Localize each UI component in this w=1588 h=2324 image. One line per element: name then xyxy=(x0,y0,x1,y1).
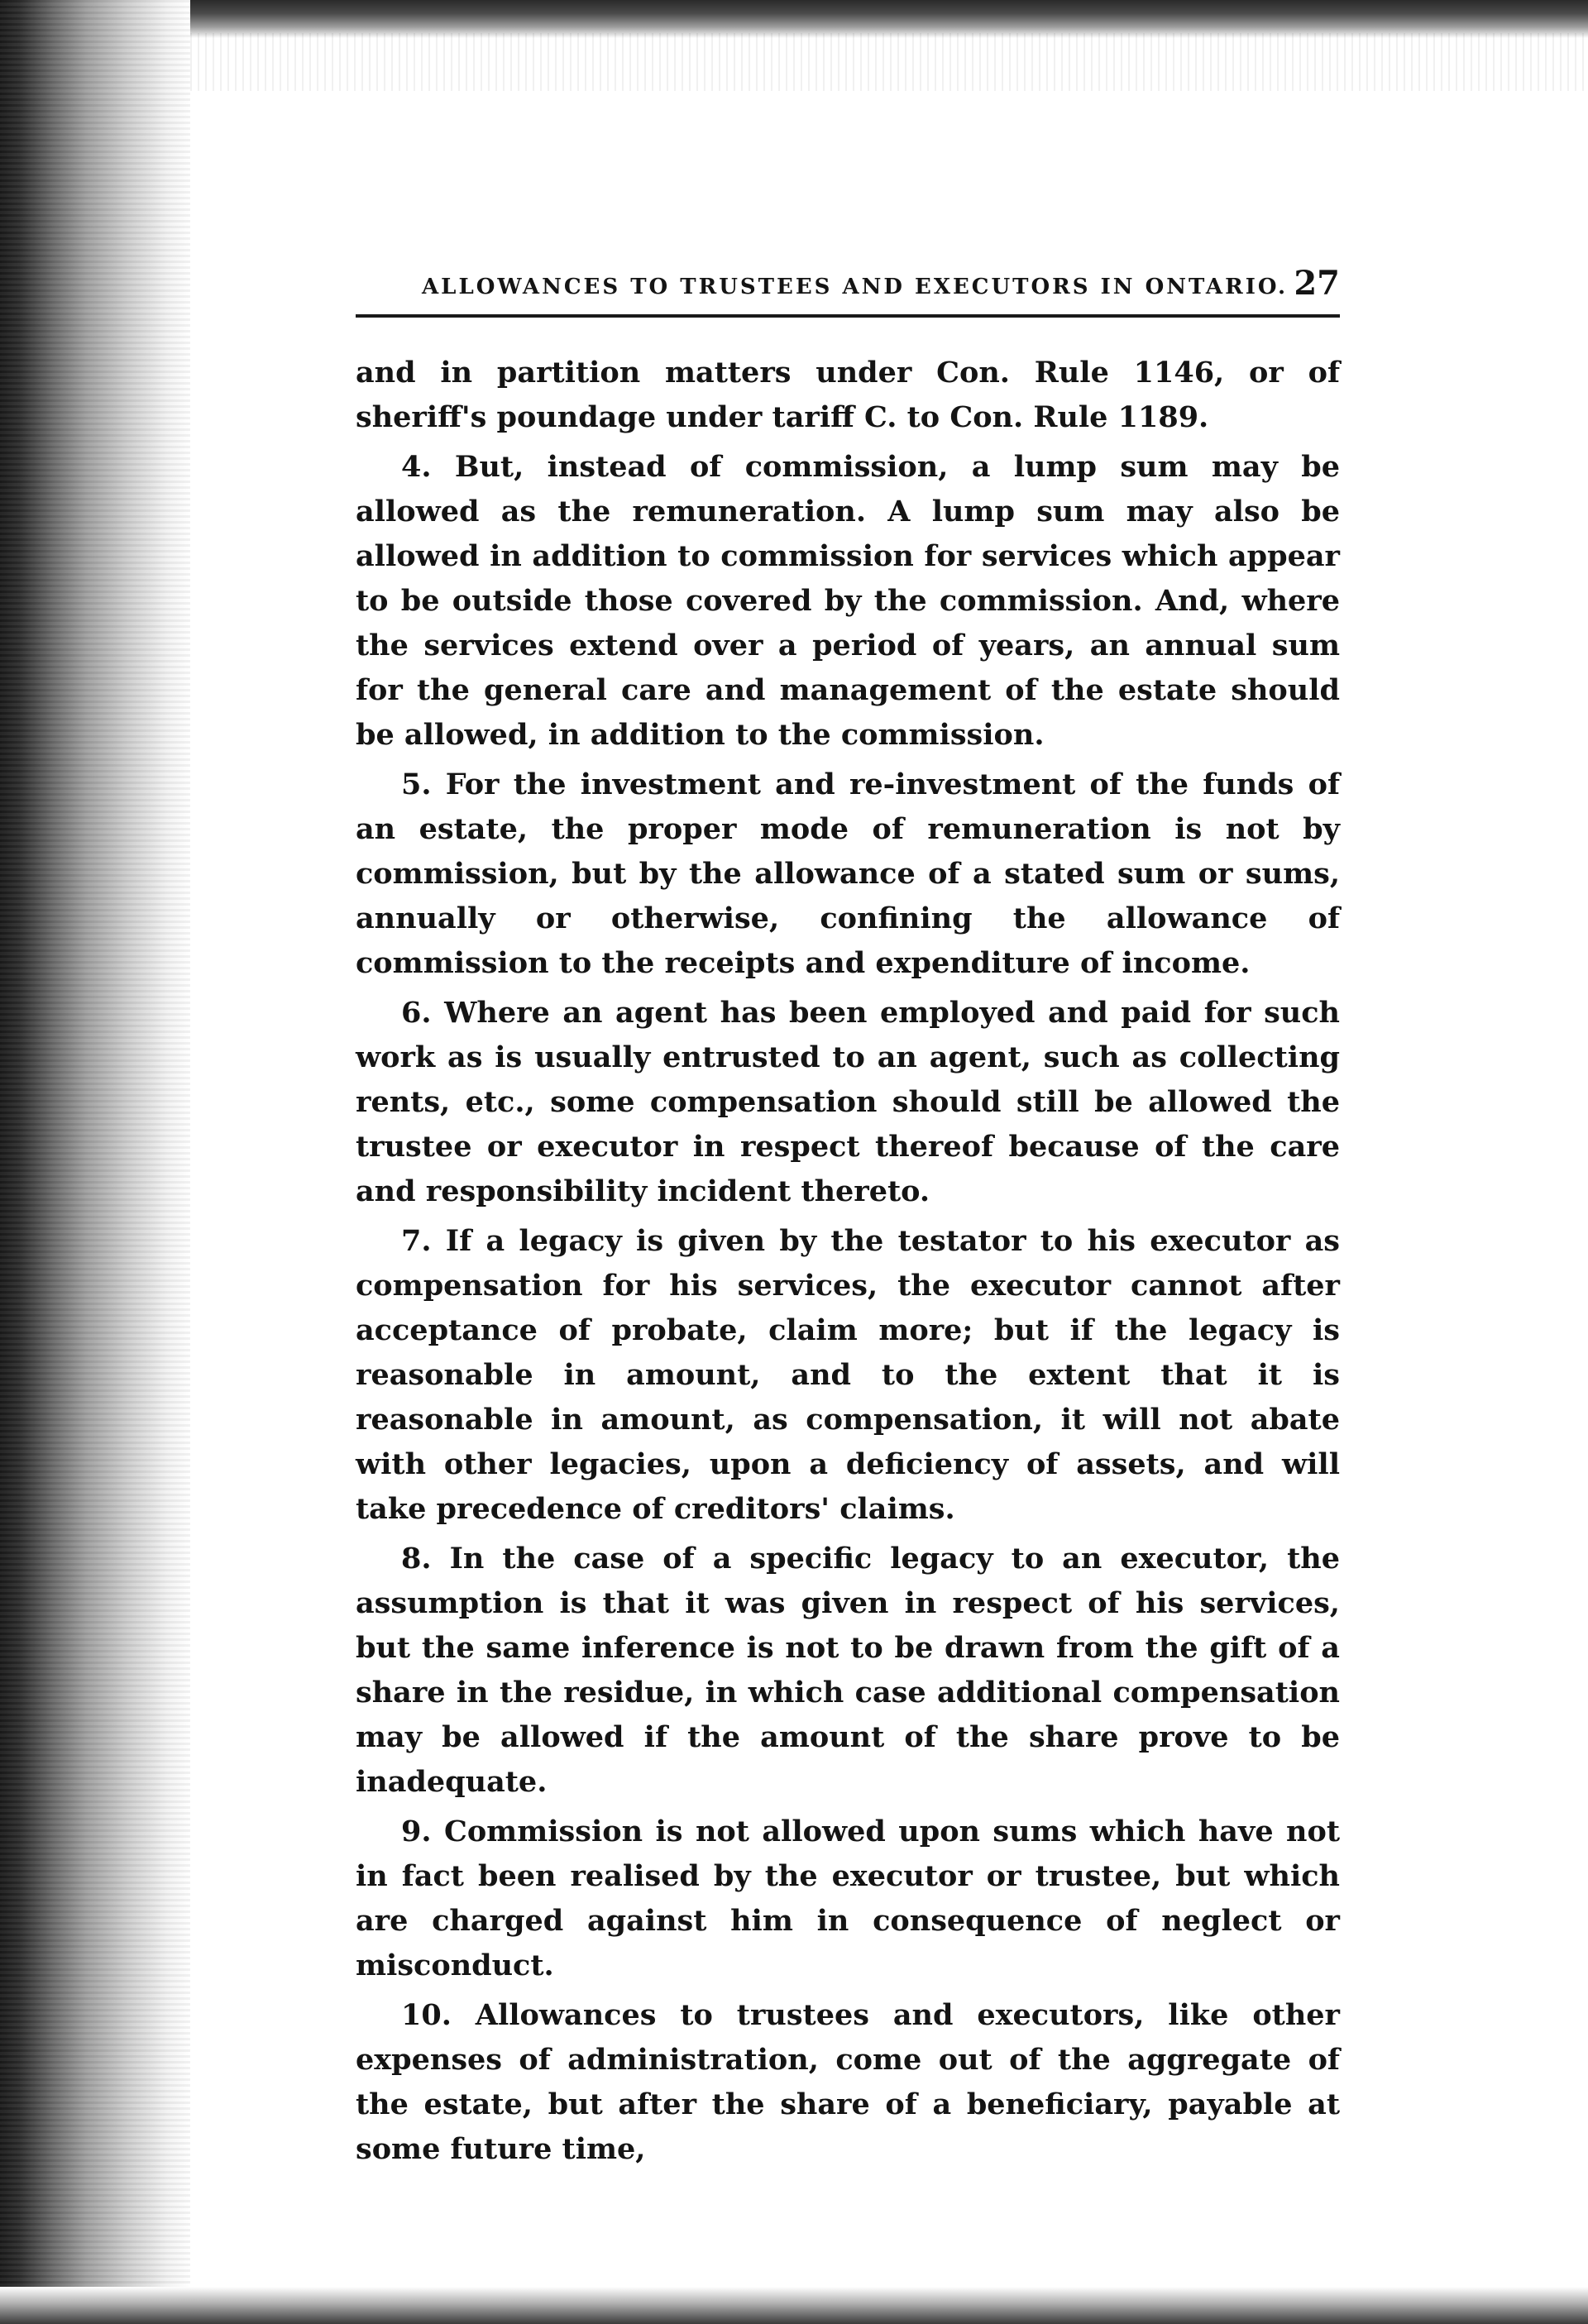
running-head xyxy=(356,248,1340,318)
body-text xyxy=(356,351,1340,2172)
running-head-title: ALLOWANCES TO TRUSTEES AND EXECUTORS IN ONTARIO. xyxy=(422,275,1289,299)
paragraph-8: 8. In the case of a specific legacy to an executor, the assumption is that it was given in respect of his services, but the same inference is not to be drawn from the gift of a share in the residue, in which case additional compensation may be allowed if the amount of the share prove to be inadequate. xyxy=(356,1542,1340,1799)
paragraph-9: 9. Commission is not allowed upon sums which have not in fact been realised by the executor or trustee, but which are charged against him in consequence of neglect or misconduct. xyxy=(356,1815,1340,1982)
paragraph-10: 10. Allowances to trustees and executors, like other expenses of administration, come out of the aggregate of the estate, but after the share of a beneficiary, payable at some future time, xyxy=(356,1998,1340,2166)
paragraph-6: 6. Where an agent has been employed and paid for such work as is usually entrusted to an agent, such as collecting rents, etc., some compensation should still be allowed the trustee or executor in respect thereof because of the care and responsibility incident thereto. xyxy=(356,996,1340,1208)
paragraph-continuation: and in partition matters under Con. Rule 1146, or of sheriff's poundage under tariff C. to Con. Rule 1189. xyxy=(356,356,1340,434)
paragraph-5: 5. For the investment and re-investment of the funds of an estate, the proper mode of remuneration is not by commission, but by the allowance of a stated sum or sums, annually or otherwise, confining the allowance of commission to the receipts and expenditure of income. xyxy=(356,767,1340,980)
scan-bottom-edge xyxy=(0,2287,1588,2324)
book-binding-shadow xyxy=(0,0,190,2324)
page-number: 27 xyxy=(1294,264,1340,303)
scan-noise xyxy=(190,33,1588,91)
paragraph-7: 7. If a legacy is given by the testator to his executor as compensation for his services, the executor cannot after acceptance of probate, claim more; but if the legacy is reasonable in amount, and to the extent that it is reasonable in amount, as compensation, it will not abate with other legacies, upon a deficiency of assets, and will take precedence of creditors' claims. xyxy=(356,1224,1340,1526)
book-page xyxy=(356,248,1340,2177)
paragraph-4: 4. But, instead of commission, a lump sum may be allowed as the remuneration. A lump sum may also be allowed in addition to commission for services which appear to be outside those covered by the commission. And, where the services extend over a period of years, an annual sum for the general care and management of the estate should be allowed, in addition to the commission. xyxy=(356,450,1340,752)
